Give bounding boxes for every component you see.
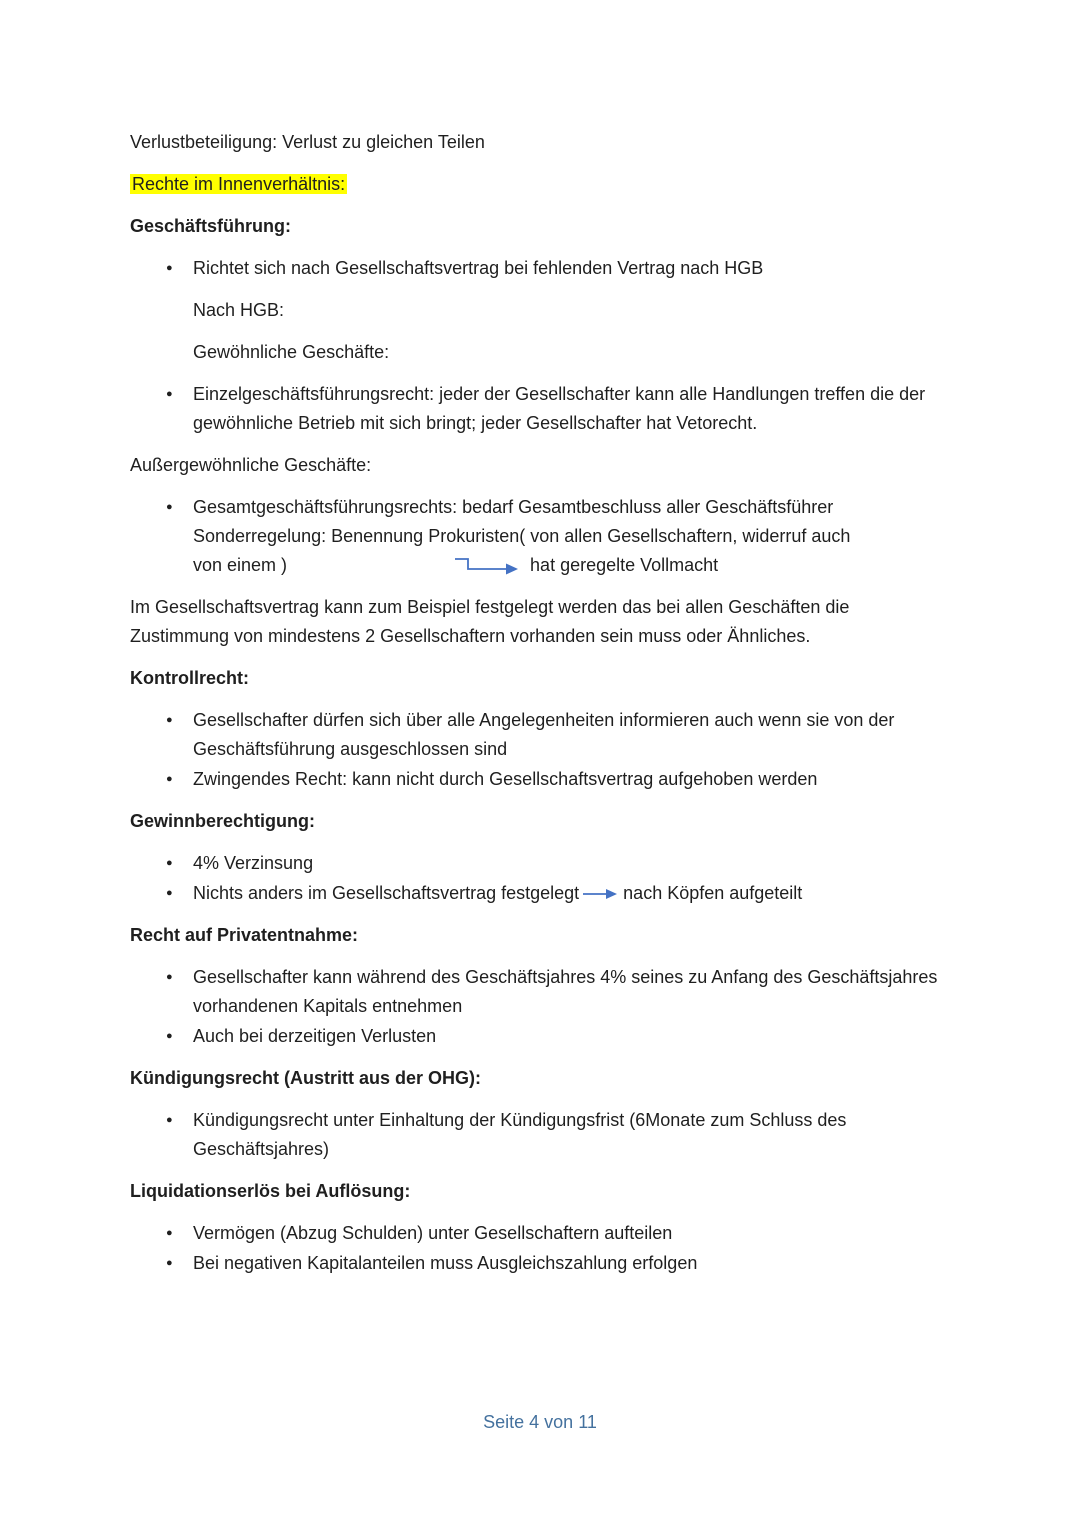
para-rechte-innenverhaeltnis [130, 170, 948, 199]
bullet-list-kuendigungsrecht [130, 1106, 948, 1164]
bullet-list-gewoehnliche [130, 380, 948, 438]
list-item [130, 493, 948, 580]
list-item: ● Einzelgeschäftsführungsrecht: jeder der Gesellschafter kann alle Handlungen treffen die der gewöhnliche Betrieb mit sich bringt; jeder Gesellschafter hat Vetorecht. [130, 380, 948, 438]
list-item: ● Vermögen (Abzug Schulden) unter Gesellschaftern aufteilen [130, 1219, 948, 1248]
heading-kontrollrecht: Kontrollrecht: [130, 668, 249, 688]
bullet-list-liquidation [130, 1219, 948, 1278]
heading-gewinnberechtigung: Gewinnberechtigung: [130, 811, 316, 831]
right-arrow-icon [582, 888, 618, 900]
heading-liquidation: Liquidationserlös bei Auflösung: [130, 1181, 411, 1201]
list-item: ● Bei negativen Kapitalanteilen muss Ausgleichszahlung erfolgen [130, 1249, 948, 1278]
page-footer: Seite 4 von 11 [483, 1412, 597, 1432]
list-item-line: Sonderregelung: Benennung Prokuristen( von allen Gesellschaftern, widerruf auch [193, 526, 851, 546]
para-aussergewoehnliche-geschaefte: Außergewöhnliche Geschäfte: [130, 455, 372, 475]
bullet-list-privatentnahme [130, 963, 948, 1051]
heading-kuendigungsrecht: Kündigungsrecht (Austritt aus der OHG): [130, 1068, 481, 1088]
bullet-list-geschaeftsfuehrung [130, 254, 948, 283]
list-item-annotation-row [193, 551, 948, 580]
annotation-text: hat geregelte Vollmacht [530, 555, 719, 575]
list-item: ● Gesellschafter dürfen sich über alle Angelegenheiten informieren auch wenn sie von der Geschäftsführung ausgeschlossen sind [130, 706, 948, 764]
list-item: ● Gesellschafter kann während des Geschäftsjahres 4% seines zu Anfang des Geschäftsjahres vorhandenen Kapitals entnehmen [130, 963, 948, 1021]
para-gewoehnliche-geschaefte: Gewöhnliche Geschäfte: [193, 342, 390, 362]
list-item: ● 4% Verzinsung [130, 849, 948, 878]
para-nach-hgb: Nach HGB: [193, 300, 285, 320]
list-item: ● Auch bei derzeitigen Verlusten [130, 1022, 948, 1051]
bullet-list-gewinnberechtigung [130, 849, 948, 908]
list-item [130, 879, 948, 908]
bullet-list-aussergewoehnliche [130, 493, 948, 580]
heading-geschaeftsfuehrung: Geschäftsführung: [130, 216, 292, 236]
list-item: ● Kündigungsrecht unter Einhaltung der Kündigungsfrist (6Monate zum Schluss des Geschäftsjahres) [130, 1106, 948, 1164]
list-item-line: von einem ) [193, 555, 288, 575]
list-item: ● Zwingendes Recht: kann nicht durch Gesellschaftsvertrag aufgehoben werden [130, 765, 948, 794]
list-item: ● Richtet sich nach Gesellschaftsvertrag bei fehlenden Vertrag nach HGB [130, 254, 948, 283]
para-verlustbeteiligung: Verlustbeteiligung: Verlust zu gleichen Teilen [130, 132, 485, 152]
elbow-arrow-icon [452, 556, 524, 576]
heading-privatentnahme: Recht auf Privatentnahme: [130, 925, 359, 945]
list-item-text: Nichts anders im Gesellschaftsvertrag festgelegt [193, 883, 580, 903]
highlighted-text: Rechte im Innenverhältnis: [132, 174, 346, 194]
para-gesellschaftsvertrag-note: Im Gesellschaftsvertrag kann zum Beispiel festgelegt werden das bei allen Geschäften die Zustimmung von mindestens 2 Gesellschaftern vorhanden sein muss oder Ähnliches. [130, 597, 850, 646]
bullet-list-kontrollrecht [130, 706, 948, 794]
annotation-text: nach Köpfen aufgeteilt [623, 883, 803, 903]
list-item-line: ● Gesamtgeschäftsführungsrechts: bedarf Gesamtbeschluss aller Geschäftsführer [193, 497, 834, 517]
